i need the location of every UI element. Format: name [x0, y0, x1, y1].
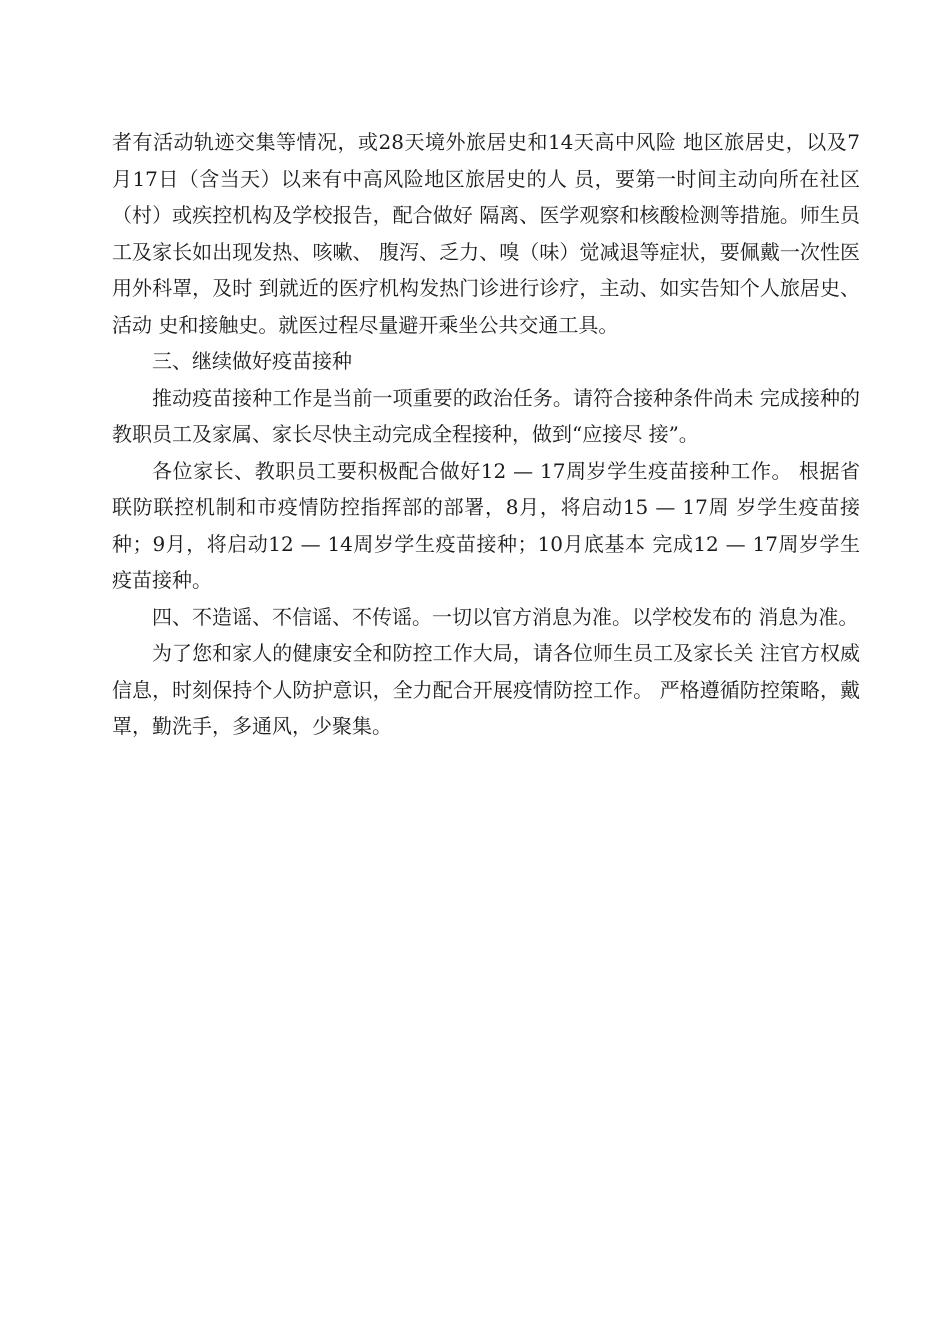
- paragraph-vaccination-task: 推动疫苗接种工作是当前一项重要的政治任务。请符合接种条件尚未 完成接种的教职员工及家属、家长尽快主动完成全程接种，做到“应接尽 接”。: [112, 385, 860, 446]
- paragraph-continued-reporting: 者有活动轨迹交集等情况，或28天境外旅居史和14天高中风险 地区旅居史，以及7月17日（含当天）以来有中高风险地区旅居史的人 员，要第一时间主动向所在社区（村）或疾控机构及学校报告，配合做好 隔离、医学观察和核酸检测等措施。师生员工及家长如出现发热、咳嗽、 腹泻、乏力、嗅（味）觉减退等症状，要佩戴一次性医用外科罩，及时 到就近的医疗机构发热门诊进行诊疗，主动、如实告知个人旅居史、活动 史和接触史。就医过程尽量避开乘坐公共交通工具。: [112, 130, 860, 337]
- paragraph-closing-appeal: 为了您和家人的健康安全和防控工作大局，请各位师生员工及家长关 注官方权威信息，时刻保持个人防护意识，全力配合开展疫情防控工作。 严格遵循防控策略，戴罩，勤洗手，多通风，少聚集。: [112, 641, 860, 738]
- document-body: [112, 124, 860, 745]
- paragraph-student-vaccination: 各位家长、教职员工要积极配合做好12 — 17周岁学生疫苗接种工作。 根据省联防联控机制和市疫情防控指挥部的部署，8月，将启动15 — 17周 岁学生疫苗接种；9月，将启动12 — 14周岁学生疫苗接种；10月底基本 完成12 — 17周岁学生疫苗接种。: [112, 458, 860, 592]
- paragraph-no-rumors: 四、不造谣、不信谣、不传谣。一切以官方消息为准。以学校发布的 消息为准。: [152, 604, 859, 629]
- section-heading-vaccination: 三、继续做好疫苗接种: [152, 349, 352, 373]
